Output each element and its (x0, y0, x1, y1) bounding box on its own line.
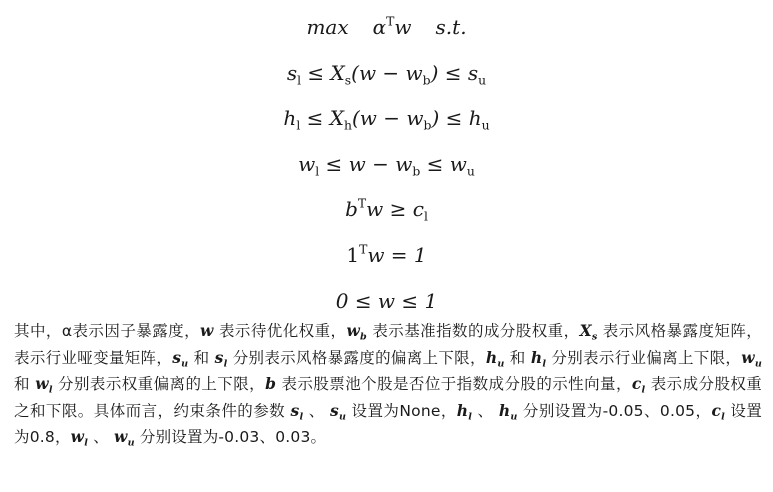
formula-block (0, 10, 773, 329)
weight-deviation-constraint: $w_l \le w - w_b \le w_u$ (298, 151, 475, 179)
bound-constraint: 0 ≤ w ≤ 1 (335, 288, 438, 313)
explanation-paragraph: 其中，α表示因子暴露度，w 表示待优化权重，$w_b$ 表示基准指数的成分股权重，$X_s$ 表示风格暴露度矩阵，表示行业哑变量矩阵，$s_u$ 和 $s_l$ 分别表示风格暴露度的偏离上下限，$h_u$ 和 $h_l$ 分别表示行业偏离上下限，$w_u$ 和 $w_l$ 分别表示权重偏离的上下限，b 表示股票池个股是否位于指数成分股的示性向量，$c_l$ 表示成分股权重之和下限。具体而言，约束条件的参数 $s_l$ 、 $s_u$ 设置为None，$h_l$ 、 $h_u$ 分别设置为-0.05、0.05，$c_l$ 设置为0.8，$w_l$ 、 $w_u$ 分别设置为-0.03、0.03。 (14, 321, 763, 449)
industry-exposure-constraint: $h_l \le X_h(w - w_b) \le h_u$ (283, 106, 490, 133)
style-exposure-constraint: $s_l \le X_s(w - w_b) \le s_u$ (286, 60, 487, 87)
component-weight-constraint: $b^Tw \ge c_l$ (345, 195, 428, 224)
budget-constraint: $1^Tw = 1$ (346, 241, 427, 267)
objective-equation: $\max \alpha^Tw$ s.t. (306, 13, 467, 39)
